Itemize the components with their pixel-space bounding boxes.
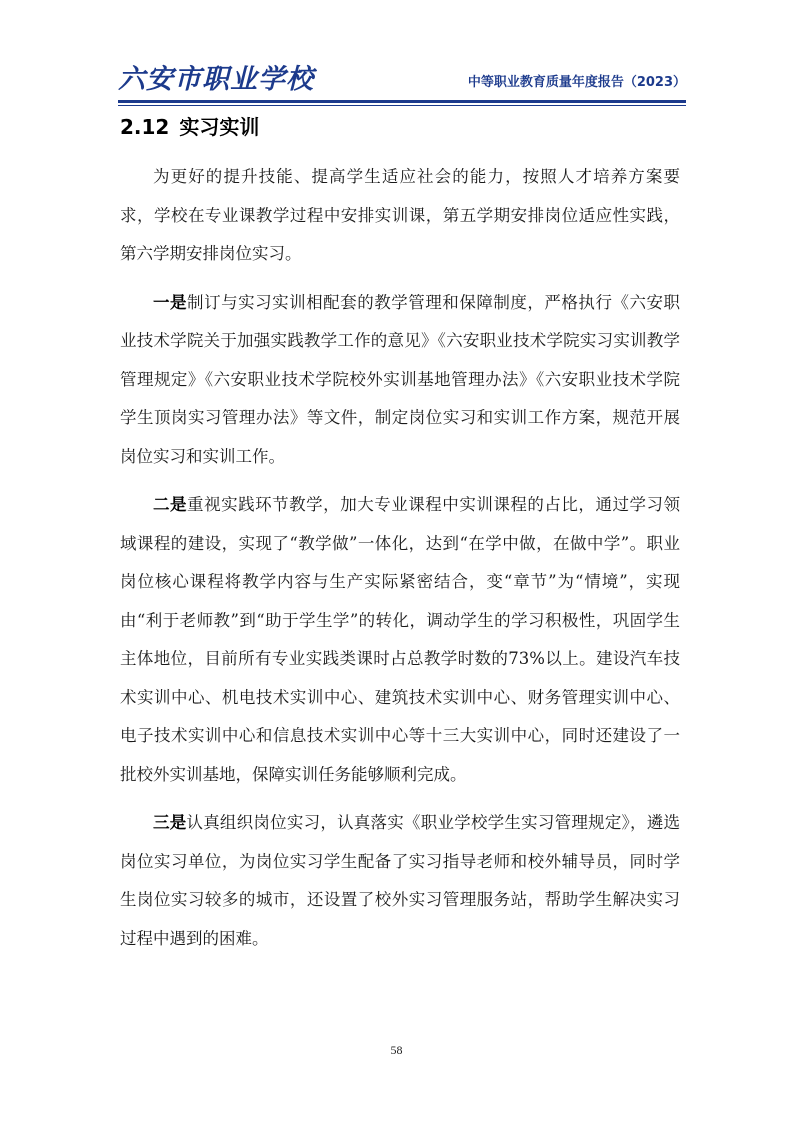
point-text: 认真组织岗位实习，认真落实《职业学校学生实习管理规定》，遴选岗位实习单位，为岗位实习学生配备了实习指导老师和校外辅导员，同时学生岗位实习较多的城市，还设置了校外实习管理服务站，帮助学生解决实习过程中遇到的困难。 xyxy=(120,813,681,948)
page-header xyxy=(118,64,686,100)
intro-paragraph: 为更好的提升技能、提高学生适应社会的能力，按照人才培养方案要求，学校在专业课教学过程中安排实训课，第五学期安排岗位适应性实践，第六学期安排岗位实习。 xyxy=(120,167,680,263)
point-lead: 三是 xyxy=(153,813,187,832)
point-lead: 二是 xyxy=(153,495,188,514)
point-lead: 一是 xyxy=(153,292,188,312)
school-logo: 六安市职业学校 xyxy=(118,64,314,95)
point-paragraph-3 xyxy=(120,804,680,958)
report-title: 中等职业教育质量年度报告（2023） xyxy=(467,75,686,90)
point-paragraph-2 xyxy=(120,486,680,794)
section-title: 实习实训 xyxy=(179,115,260,139)
point-text: 重视实践环节教学，加大专业课程中实训课程的占比，通过学习领域课程的建设，实现了“教学做”一体化，达到“在学中做，在做中学”。职业岗位核心课程将教学内容与生产实际紧密结合，变“章节”为“情境”，实现由“利于老师教”到“助于学生学”的转化，调动学生的学习积极性，巩固学生主体地位，目前所有专业实践类课时占总教学时数的73%以上。建设汽车技术实训中心、机电技术实训中心、建筑技术实训中心、财务管理实训中心、电子技术实训中心和信息技术实训中心等十三大实训中心，同时还建设了一批校外实训基地，保障实训任务能够顺利完成。 xyxy=(120,495,681,784)
header-divider xyxy=(118,100,686,103)
page-content xyxy=(120,112,680,958)
section-number: 2.12 xyxy=(120,115,170,139)
page-number: 58 xyxy=(390,1043,403,1057)
point-text: 制订与实习实训相配套的教学管理和保障制度，严格执行《六安职业技术学院关于加强实践教学工作的意见》《六安职业技术学院实习实训教学管理规定》《六安职业技术学院校外实训基地管理办法》《六安职业技术学院学生顶岗实习管理办法》等文件，制定岗位实习和实训工作方案，规范开展岗位实习和实训工作。 xyxy=(120,292,681,466)
section-heading xyxy=(120,112,680,142)
header-divider-thin xyxy=(118,105,686,106)
point-paragraph-1 xyxy=(120,284,680,477)
